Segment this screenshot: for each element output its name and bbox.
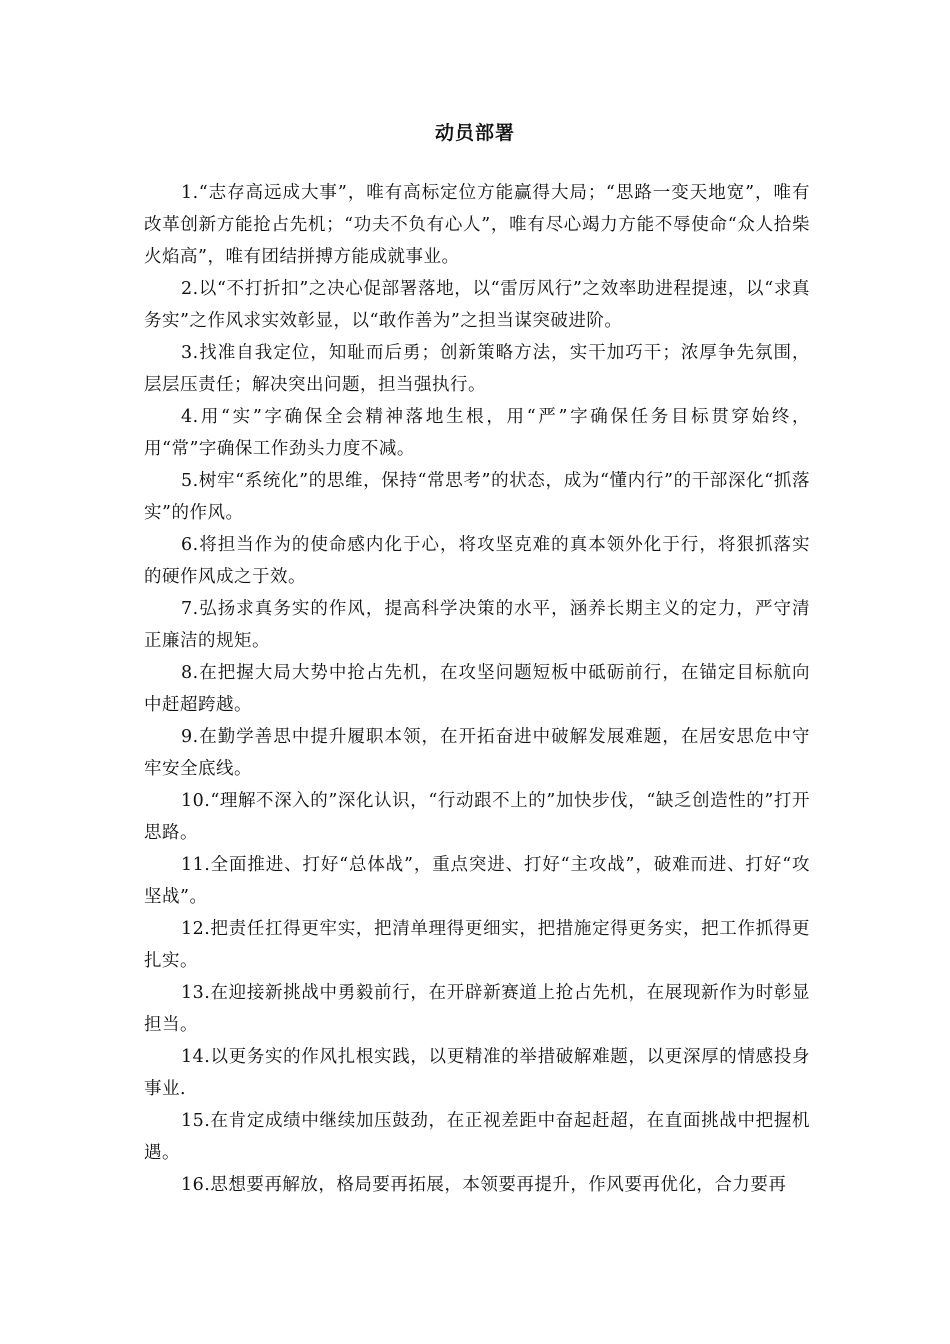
paragraph-9: 9.在勤学善思中提升履职本领，在开拓奋进中破解发展难题，在居安思危中守牢安全底线。 [144,727,810,779]
paragraph-16: 16.思想要再解放，格局要再拓展，本领要再提升，作风要再优化，合力要再 [181,1175,787,1195]
paragraph-5: 5.树牢“系统化”的思维，保持“常思考”的状态，成为“懂内行”的干部深化“抓落实”的作风。 [144,471,810,523]
paragraph-3: 3.找准自我定位，知耻而后勇；创新策略方法，实干加巧干；浓厚争先氛围，层层压责任；解决突出问题，担当强执行。 [144,343,810,395]
document-body [144,177,810,1201]
paragraph-2: 2.以“不打折扣”之决心促部署落地，以“雷厉风行”之效率助进程提速，以“求真务实”之作风求实效彰显，以“敢作善为”之担当谋突破进阶。 [144,279,810,331]
paragraph-1: 1.“志存高远成大事”，唯有高标定位方能赢得大局；“思路一变天地宽”，唯有改革创新方能抢占先机；“功夫不负有心人”，唯有尽心竭力方能不辱使命“众人拾柴火焰高”，唯有团结拼搏方能成就事业。 [144,183,810,267]
paragraph-13: 13.在迎接新挑战中勇毅前行，在开辟新赛道上抢占先机，在展现新作为时彰显担当。 [144,983,810,1035]
paragraph-8: 8.在把握大局大势中抢占先机，在攻坚问题短板中砥砺前行，在锚定目标航向中赶超跨越。 [144,663,810,715]
document-title: 动员部署 [434,122,515,144]
paragraph-10: 10.“理解不深入的”深化认识，“行动跟不上的”加快步伐，“缺乏创造性的”打开思路。 [144,791,810,843]
paragraph-7: 7.弘扬求真务实的作风，提高科学决策的水平，涵养长期主义的定力，严守清正廉洁的规矩。 [144,599,810,651]
paragraph-11: 11.全面推进、打好“总体战”，重点突进、打好“主攻战”，破难而进、打好“攻坚战”。 [144,855,810,907]
paragraph-12: 12.把责任扛得更牢实，把清单理得更细实，把措施定得更务实，把工作抓得更扎实。 [144,919,810,971]
paragraph-15: 15.在肯定成绩中继续加压鼓劲，在正视差距中奋起赶超，在直面挑战中把握机遇。 [144,1111,810,1163]
paragraph-4: 4.用“实”字确保全会精神落地生根，用“严”字确保任务目标贯穿始终，用“常”字确保工作劲头力度不减。 [144,407,810,459]
paragraph-6: 6.将担当作为的使命感内化于心，将攻坚克难的真本领外化于行，将狠抓落实的硬作风成之于效。 [144,535,810,587]
paragraph-14: 14.以更务实的作风扎根实践，以更精准的举措破解难题，以更深厚的情感投身事业. [144,1047,810,1099]
